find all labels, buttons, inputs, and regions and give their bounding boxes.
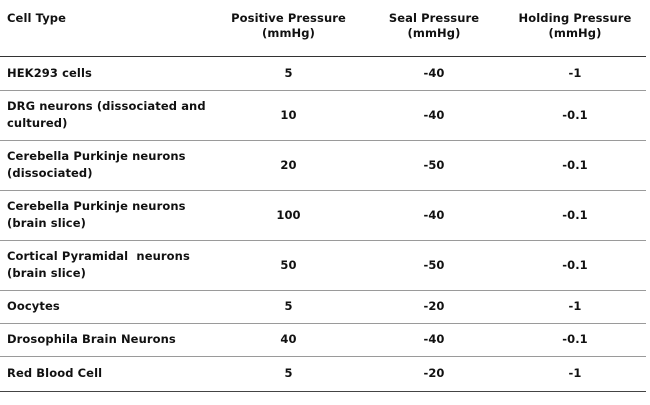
cell-type-line: HEK293 cells [7, 65, 92, 80]
positive-pressure-value: 40 [213, 323, 364, 356]
positive-pressure-value: 5 [213, 290, 364, 323]
header-cell-type-label: Cell Type [7, 11, 67, 25]
header-positive-pressure [213, 0, 364, 56]
table-row [0, 240, 646, 290]
cell-type [0, 240, 213, 290]
cell-type [0, 140, 213, 190]
cell-type [0, 356, 213, 391]
holding-pressure-value: -1 [504, 56, 646, 90]
seal-pressure-value: -40 [364, 190, 504, 240]
cell-type-line: Oocytes [7, 299, 60, 313]
header-positive-pressure-unit: (mmHg) [262, 26, 315, 40]
header-row [0, 0, 646, 56]
holding-pressure-value: -0.1 [504, 190, 646, 240]
header-holding-pressure-label: Holding Pressure [518, 11, 632, 25]
cell-type-line: Cerebella Purkinje neurons [7, 149, 186, 163]
cell-type-line: Cerebella Purkinje neurons [7, 199, 186, 213]
cell-type-line: Cortical Pyramidal neurons [7, 249, 190, 263]
cell-type-line: cultured) [7, 116, 68, 130]
positive-pressure-value: 5 [213, 356, 364, 391]
table-row [0, 56, 646, 90]
header-holding-pressure-unit: (mmHg) [548, 26, 602, 40]
table-row [0, 90, 646, 140]
holding-pressure-value: -0.1 [504, 323, 646, 356]
positive-pressure-value: 5 [213, 56, 364, 90]
cell-type [0, 190, 213, 240]
positive-pressure-value: 20 [213, 140, 364, 190]
seal-pressure-value: -50 [364, 240, 504, 290]
header-seal-pressure [364, 0, 504, 56]
table-row [0, 290, 646, 323]
header-positive-pressure-label: Positive Pressure [231, 11, 346, 25]
seal-pressure-value: -20 [364, 356, 504, 391]
header-seal-pressure-unit: (mmHg) [407, 26, 461, 40]
holding-pressure-value: -0.1 [504, 140, 646, 190]
seal-pressure-value: -40 [364, 56, 504, 90]
seal-pressure-value: -50 [364, 140, 504, 190]
cell-type [0, 290, 213, 323]
cell-type-line: Red Blood Cell [7, 366, 103, 380]
cell-type-line: DRG neurons (dissociated and [7, 99, 206, 113]
header-holding-pressure [504, 0, 646, 56]
table-row [0, 356, 646, 391]
cell-type-line: (brain slice) [7, 266, 86, 280]
holding-pressure-value: -0.1 [504, 90, 646, 140]
cell-type [0, 90, 213, 140]
cell-type-line: Drosophila Brain Neurons [7, 332, 176, 346]
cell-type [0, 56, 213, 90]
cell-type [0, 323, 213, 356]
holding-pressure-value: -1 [504, 290, 646, 323]
table-row [0, 323, 646, 356]
table-row [0, 140, 646, 190]
table-row [0, 190, 646, 240]
positive-pressure-value: 10 [213, 90, 364, 140]
seal-pressure-value: -40 [364, 90, 504, 140]
seal-pressure-value: -40 [364, 323, 504, 356]
positive-pressure-value: 100 [213, 190, 364, 240]
header-seal-pressure-label: Seal Pressure [388, 11, 480, 25]
holding-pressure-value: -1 [504, 356, 646, 391]
cell-type-line: (brain slice) [7, 216, 86, 230]
cell-type-line: (dissociated) [7, 166, 93, 180]
positive-pressure-value: 50 [213, 240, 364, 290]
holding-pressure-value: -0.1 [504, 240, 646, 290]
seal-pressure-value: -20 [364, 290, 504, 323]
header-cell-type [0, 0, 213, 56]
